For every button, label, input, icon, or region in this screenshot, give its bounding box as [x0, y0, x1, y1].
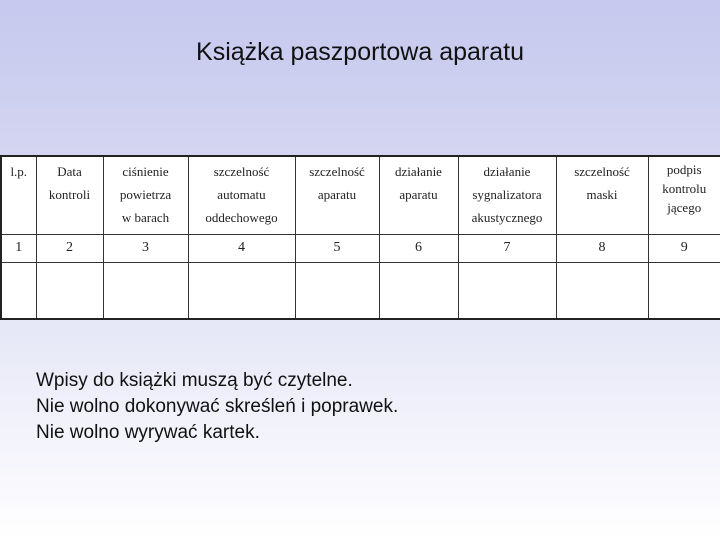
header-cell-dzialanie-aparatu — [379, 156, 458, 234]
header-cell-cisnienie — [103, 156, 188, 234]
header-cell-dzialanie-sygnalizatora — [458, 156, 556, 234]
header-cell-szczelnosc-aparatu — [295, 156, 379, 234]
column-number: 8 — [556, 234, 648, 262]
header-text: kontroli — [48, 187, 91, 202]
page-title: Książka paszportowa aparatu — [196, 38, 524, 66]
header-cell-data-kontroli — [36, 156, 103, 234]
header-text: sygnalizatora — [472, 187, 542, 202]
header-text: automatu — [217, 187, 266, 202]
header-cell-szczelnosc-automatu — [188, 156, 295, 234]
entry-cell — [648, 262, 720, 319]
header-text: podpis — [666, 162, 702, 177]
header-text: działanie — [483, 164, 531, 179]
header-text: szczelność — [574, 164, 630, 179]
note-line: Wpisy do książki muszą być czytelne. — [36, 370, 353, 391]
header-text: aparatu — [317, 187, 357, 202]
note-line: Nie wolno wyrywać kartek. — [36, 422, 260, 443]
header-text: aparatu — [399, 187, 438, 202]
header-cell-szczelnosc-maski — [556, 156, 648, 234]
header-row — [1, 156, 720, 234]
header-text: szczelność — [213, 164, 270, 179]
rules-notes — [36, 368, 398, 446]
entry-cell — [1, 262, 36, 319]
entry-cell — [458, 262, 556, 319]
column-number: 4 — [188, 234, 295, 262]
header-text: oddechowego — [205, 210, 278, 225]
column-number: 2 — [36, 234, 103, 262]
header-text: powietrza — [119, 187, 172, 202]
header-text: w barach — [121, 210, 170, 225]
column-number-row — [1, 234, 720, 262]
column-number: 6 — [379, 234, 458, 262]
header-text: maski — [586, 187, 618, 202]
column-number: 5 — [295, 234, 379, 262]
header-text: Data — [57, 164, 82, 179]
header-text: kontrolu — [662, 181, 707, 196]
header-text: akustycznego — [471, 210, 543, 225]
column-number: 1 — [1, 234, 36, 262]
entry-cell — [188, 262, 295, 319]
note-line: Nie wolno dokonywać skreśleń i poprawek. — [36, 396, 399, 417]
header-text: l.p. — [10, 164, 28, 179]
entry-cell — [36, 262, 103, 319]
entry-cell — [556, 262, 648, 319]
empty-entry-row — [1, 262, 720, 319]
column-number: 7 — [458, 234, 556, 262]
header-cell-lp — [1, 156, 36, 234]
header-text: szczelność — [309, 164, 365, 179]
column-number: 9 — [648, 234, 720, 262]
entry-cell — [295, 262, 379, 319]
header-text: ciśnienie — [122, 164, 169, 179]
entry-cell — [379, 262, 458, 319]
column-number: 3 — [103, 234, 188, 262]
entry-cell — [103, 262, 188, 319]
header-text: działanie — [395, 164, 442, 179]
header-text: jącego — [667, 200, 702, 215]
passport-table — [0, 155, 720, 320]
header-cell-podpis — [648, 156, 720, 234]
